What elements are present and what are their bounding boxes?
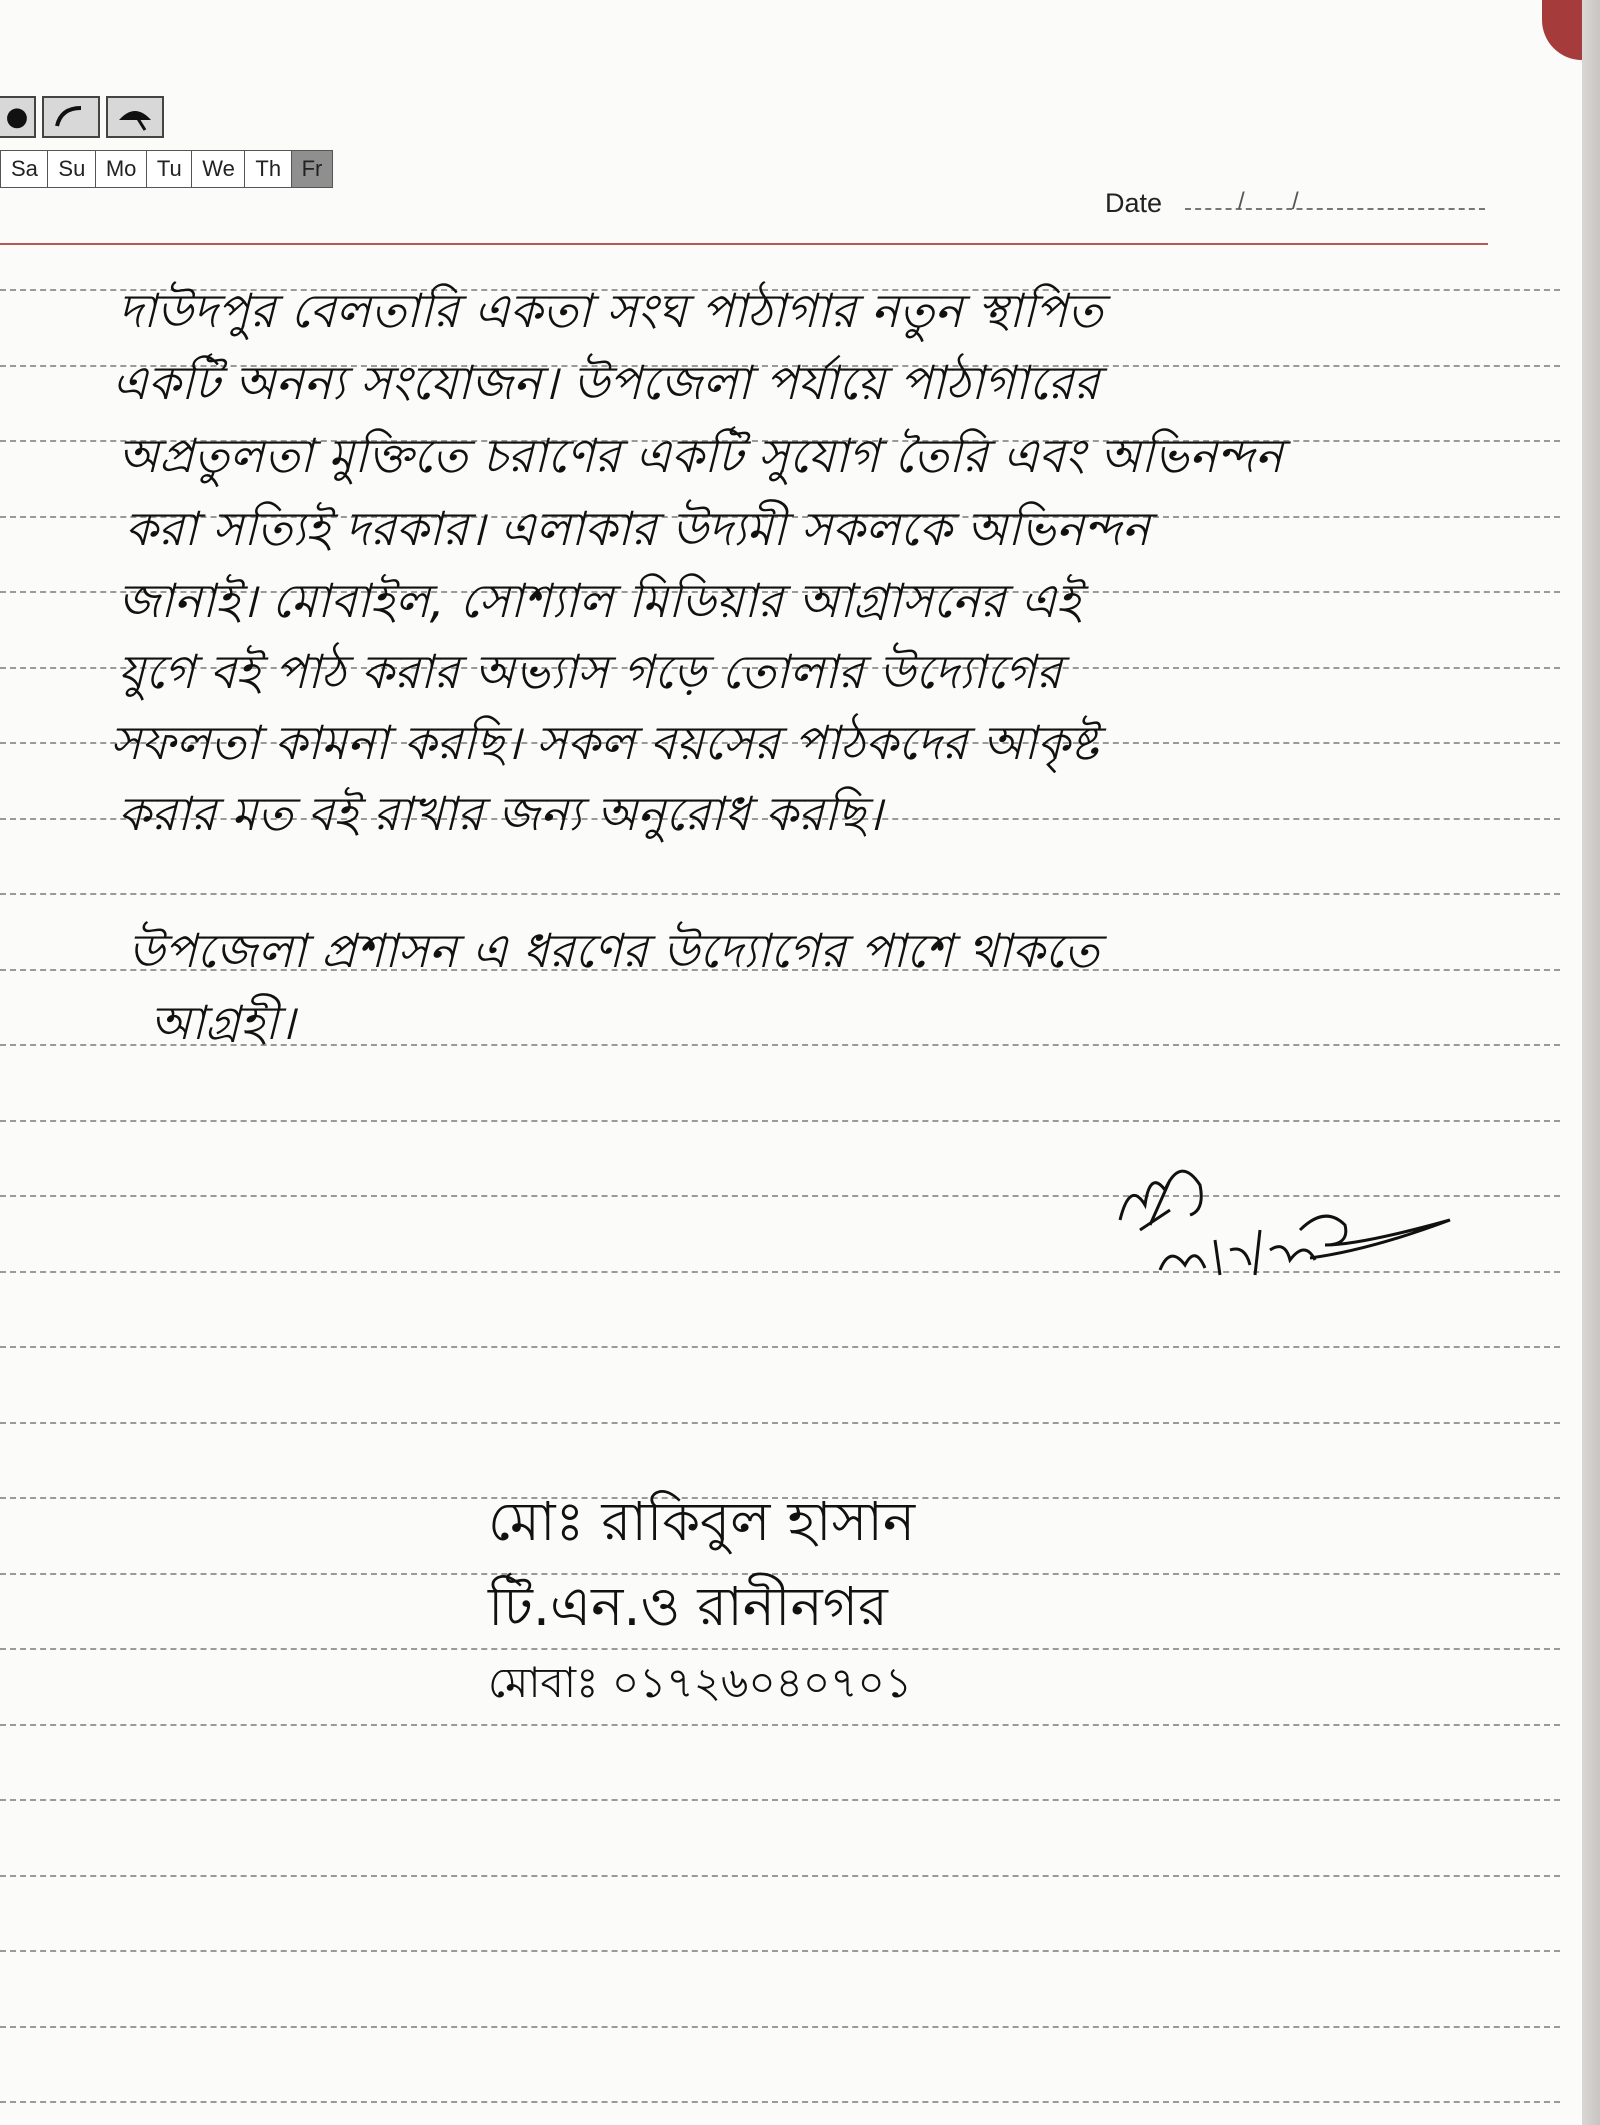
date-field <box>1185 208 1485 210</box>
ruled-line <box>0 2026 1560 2028</box>
ruled-line <box>0 1422 1560 1424</box>
ruled-line <box>0 2101 1560 2103</box>
closing-line-1: উপজেলা প্রশাসন এ ধরণের উদ্যোগের পাশে থাকতে <box>128 924 1099 979</box>
sun-icon: ● <box>0 96 36 138</box>
note-line-7: সফলতা কামনা করছি। সকল বয়সের পাঠকদের আকৃষ্ট <box>110 716 1099 771</box>
note-line-3: অপ্রতুলতা মুক্তিতে চরাণের একটি সুযোগ তৈরি এবং অভিনন্দন <box>118 429 1283 484</box>
ruled-line <box>0 1950 1560 1952</box>
date-separator-2: / <box>1292 188 1299 215</box>
day-we: We <box>191 150 246 188</box>
ruled-line <box>0 1120 1560 1122</box>
note-line-1: দাউদপুর বেলতারি একতা সংঘ পাঠাগার নতুন স্থাপিত <box>118 284 1103 339</box>
date-separator-1: / <box>1238 188 1245 215</box>
day-sa: Sa <box>0 150 49 188</box>
ruled-line <box>0 1346 1560 1348</box>
closing-line-2: আগ্রহী। <box>150 996 295 1051</box>
note-line-2: একটি অনন্য সংযোজন। উপজেলা পর্যায়ে পাঠাগারের <box>112 356 1100 411</box>
page-corner <box>1542 0 1582 60</box>
ruled-line <box>0 1724 1560 1726</box>
note-line-4: করা সত্যিই দরকার। এলাকার উদ্যমী সকলকে অভিনন্দন <box>125 502 1150 557</box>
umbrella-icon <box>106 96 164 138</box>
weather-icons <box>0 96 164 138</box>
ruled-line <box>0 1799 1560 1801</box>
date-label: Date <box>1105 188 1163 218</box>
day-th: Th <box>244 150 292 188</box>
cloud-icon <box>42 96 100 138</box>
page-edge <box>1582 0 1600 2125</box>
ruled-line <box>0 1875 1560 1877</box>
day-tu: Tu <box>146 150 193 188</box>
day-fr: Fr <box>291 150 334 188</box>
official-name: মোঃ রাকিবুল হাসান <box>488 1490 916 1553</box>
weekday-selector <box>0 150 332 188</box>
note-line-6: যুগে বই পাঠ করার অভ্যাস গড়ে তোলার উদ্যোগের <box>118 645 1062 700</box>
day-su: Su <box>47 150 96 188</box>
handwritten-signature <box>1110 1150 1460 1300</box>
note-line-5: জানাই। মোবাইল, সোশ্যাল মিডিয়ার আগ্রাসনের এই <box>118 574 1081 629</box>
official-mobile: মোবাঃ ০১৭২৬০৪০৭০১ <box>488 1658 913 1707</box>
official-designation: টি.এন.ও রানীনগর <box>488 1575 888 1638</box>
note-line-8: করার মত বই রাখার জন্য অনুরোধ করছি। <box>118 787 883 842</box>
ruled-line <box>0 893 1560 895</box>
day-mo: Mo <box>95 150 148 188</box>
header-divider <box>0 243 1488 245</box>
